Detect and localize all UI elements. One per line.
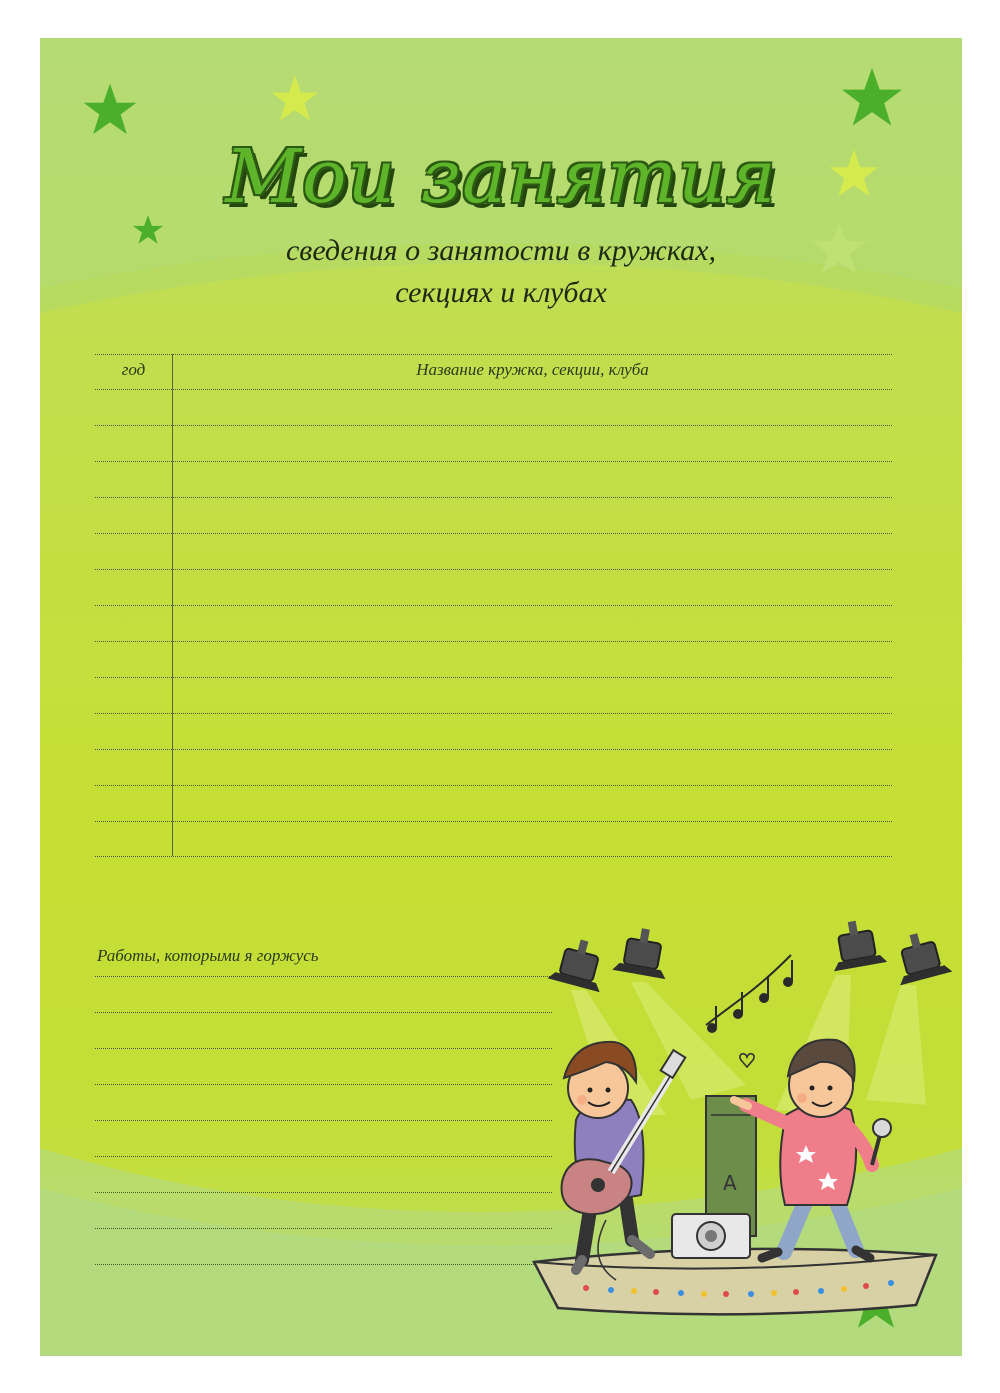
works-line[interactable] xyxy=(95,1120,552,1121)
works-line[interactable] xyxy=(95,976,552,977)
works-line[interactable] xyxy=(95,1228,552,1229)
column-header-name: Название кружка, секции, клуба xyxy=(416,360,649,379)
table-row[interactable] xyxy=(95,425,892,426)
table-row[interactable] xyxy=(95,605,892,606)
table-row[interactable] xyxy=(95,856,892,857)
table-row[interactable] xyxy=(95,785,892,786)
works-line[interactable] xyxy=(95,1264,552,1265)
page-subtitle xyxy=(40,230,962,314)
table-row[interactable] xyxy=(95,497,892,498)
works-line[interactable] xyxy=(95,1084,552,1085)
subtitle-line-2: секциях и клубах xyxy=(395,276,607,309)
speaker-icon xyxy=(672,1214,750,1258)
music-note-icon xyxy=(706,955,792,1032)
stage-illustration xyxy=(516,910,962,1330)
works-line[interactable] xyxy=(95,1048,552,1049)
light-beam xyxy=(866,985,926,1105)
column-header-year: год xyxy=(121,360,146,379)
page-title: Мои занятия xyxy=(225,134,777,220)
spotlight-icon xyxy=(888,927,952,985)
heart-icon xyxy=(740,1054,754,1067)
table-line xyxy=(95,389,892,390)
table-row[interactable] xyxy=(95,749,892,750)
spotlight-icon xyxy=(826,917,887,972)
table-row[interactable] xyxy=(95,461,892,462)
star-icon xyxy=(270,74,320,124)
spotlight-icon xyxy=(548,934,612,992)
star-icon xyxy=(82,82,138,138)
table-row[interactable] xyxy=(95,569,892,570)
spotlight-icon xyxy=(612,924,673,979)
table-row[interactable] xyxy=(95,533,892,534)
table-row[interactable] xyxy=(95,713,892,714)
microphone-icon xyxy=(872,1119,891,1165)
activity-table xyxy=(95,354,892,856)
star-icon xyxy=(840,66,904,130)
light-beam xyxy=(631,982,746,1100)
works-line[interactable] xyxy=(95,1012,552,1013)
works-line[interactable] xyxy=(95,1156,552,1157)
subtitle-line-1: сведения о занятости в кружках, xyxy=(285,234,716,267)
works-line[interactable] xyxy=(95,1192,552,1193)
activity-sheet xyxy=(40,38,962,1356)
guitarist-character xyxy=(564,1042,650,1270)
table-line xyxy=(95,354,892,355)
svg-text:A: A xyxy=(723,1171,737,1195)
table-row[interactable] xyxy=(95,821,892,822)
table-row[interactable] xyxy=(95,677,892,678)
works-label: Работы, которыми я горжусь xyxy=(97,946,319,965)
table-row[interactable] xyxy=(95,641,892,642)
